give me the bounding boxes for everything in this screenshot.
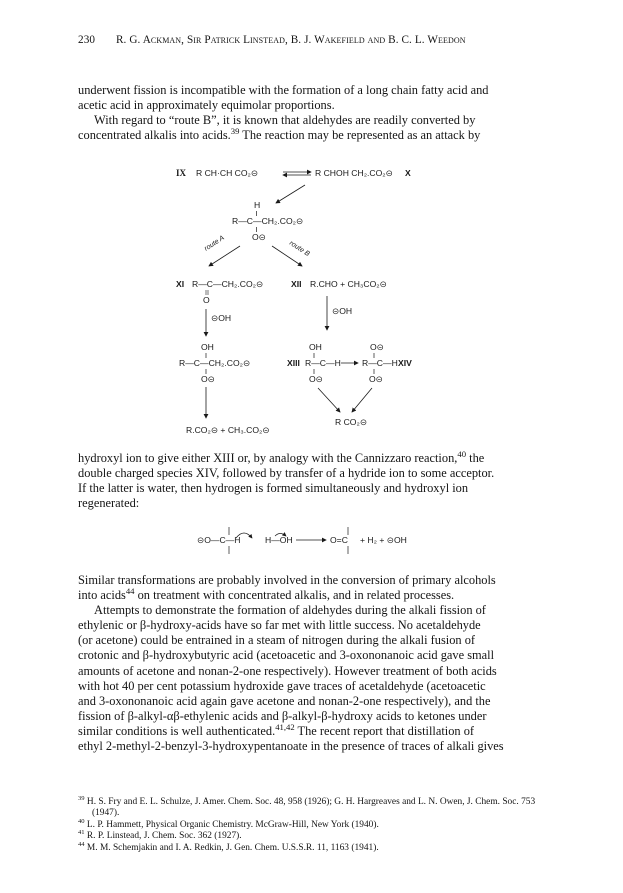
page-number: 230 xyxy=(78,34,96,46)
body-text-bottom xyxy=(78,573,546,754)
eq-alkoxide: ⊝O—C—H xyxy=(197,535,241,545)
para3-line3: If the latter is water, then hydrogen is formed simultaneously and hydroxyl ion xyxy=(78,481,469,496)
center-oxide: O⊝ xyxy=(252,232,266,242)
para5-line2: ethylenic or β-hydroxy-acids have so far met with little success. No acetaldehyde xyxy=(78,618,481,633)
ref-44: 44 xyxy=(125,585,135,596)
eq-products: + H₂ + ⊝OH xyxy=(360,535,407,545)
footnote-39: $^{39}$ H. S. Fry and E. L. Schulze, J. Amer. Chem. Soc. 48, 958 (1926); G. H. Hargreaves and L. N. Owen, J. Chem. Soc. 753 (1947). xyxy=(78,794,536,819)
para5-line1: Attempts to demonstrate the formation of aldehydes during the alkali fission of xyxy=(94,603,486,618)
footnote-40: $^{40}$ L. P. Hammett, Physical Organic Chemistry. McGraw-Hill, New York (1940). xyxy=(78,817,379,830)
compound-xiii-label: XIII xyxy=(287,358,300,368)
ref-40: 40 xyxy=(457,448,467,459)
compound-ix: R CH·CH CO₂⊝ xyxy=(196,168,259,178)
para4-line2: into acids$^{44}$ on treatment with concentrated alkalis, and in related processes. xyxy=(78,585,455,603)
para3-line4: regenerated: xyxy=(78,496,140,511)
oh-reagent-right: ⊝OH xyxy=(332,306,353,316)
compound-xi: R—C—CH₂.CO₂⊝ xyxy=(192,279,264,289)
para5-line10: ethyl 2-methyl-2-benzyl-3-hydroxypentanoate in the presence of traces of alkali gives xyxy=(78,739,504,754)
compound-x-label: X xyxy=(405,168,411,178)
xiv-top-oxide: O⊝ xyxy=(370,342,384,352)
author-list: R. G. Ackman, Sir Patrick Linstead, B. J. Wakefield and B. C. L. Weedon xyxy=(116,34,466,46)
para5-line4: crotonic and β-hydroxybutyric acid (acetoacetic and 3-oxononanoic acid gave small xyxy=(78,648,495,663)
oh-reagent-left: ⊝OH xyxy=(211,313,232,323)
route-a-label: route A xyxy=(203,234,226,253)
footnote-41: $^{41}$ R. P. Linstead, J. Chem. Soc. 362 (1927). xyxy=(78,829,242,842)
ref-41-42: 41,42 xyxy=(275,721,295,732)
para1-line1: underwent fission is incompatible with the formation of a long chain fatty acid and xyxy=(78,83,489,97)
para4-line1: Similar transformations are probably involved in the conversion of primary alcohols xyxy=(78,573,496,587)
para3-line1: hydroxyl ion to give either XIII or, by analogy with the Cannizzaro reaction,$^{40}$ the xyxy=(78,448,485,465)
xiii-oxide: O⊝ xyxy=(309,374,323,384)
para5-line6: with hot 40 per cent potassium hydroxide gave traces of acetaldehyde (acetoacetic xyxy=(78,678,486,693)
product-left: R.CO₂⊝ + CH₃.CO₂⊝ xyxy=(186,425,270,435)
para3-line2: double charged species XIV, followed by transfer of a hydride ion to some acceptor. xyxy=(78,466,495,481)
ref-39: 39 xyxy=(230,126,240,137)
compound-x: R CHOH CH₂.CO₂⊝ xyxy=(315,168,393,178)
compound-xiv-label: XIV xyxy=(398,358,412,368)
adduct-oxide: O⊝ xyxy=(201,374,215,384)
para5-line9: similar conditions is well authenticated.$^{41,42}$ The recent report that distillation of xyxy=(78,721,475,738)
para5-line5: amounts of acetone and nonan-2-one respectively). However treatment of both acids xyxy=(78,663,497,678)
compound-xi-label: XI xyxy=(176,279,185,289)
eq-carbonyl: O=C xyxy=(330,535,348,545)
compound-ix-label: IX xyxy=(176,168,187,178)
para2-line1: With regard to “route B”, it is known that aldehydes are readily converted by xyxy=(94,113,476,128)
footnote-44: $^{44}$ M. M. Schemjakin and I. A. Redkin, J. Gen. Chem. U.S.S.R. 11, 1163 (1941). xyxy=(78,840,379,853)
xi-carbonyl-o: O xyxy=(203,295,210,305)
route-b-label: route B xyxy=(287,239,311,258)
compound-xii-label: XII xyxy=(291,279,302,289)
compound-xiv: R—C—H xyxy=(362,358,398,368)
eq-water: H—OH xyxy=(265,535,293,545)
para5-line7: and 3-oxononanoic acid again gave acetone and nonan-2-one respectively), and the xyxy=(78,693,491,708)
adduct-oh: OH xyxy=(201,342,214,352)
adduct-formula: R—C—CH₂.CO₂⊝ xyxy=(179,358,251,368)
para1-line2: acetic acid in approximately equimolar proportions. xyxy=(78,98,335,113)
center-anion: R—C—CH₂.CO₂⊝ xyxy=(232,216,304,226)
xiii-oh: OH xyxy=(309,342,322,352)
compound-xiii: R—C—H xyxy=(305,358,341,368)
para2-line2: concentrated alkalis into acids.$^{39}$ The reaction may be represented as an attack by xyxy=(78,126,481,143)
footnotes xyxy=(78,794,546,854)
product-right: R CO₂⊝ xyxy=(335,417,368,427)
para5-line8: fission of β-alkyl-αβ-ethylenic acids and β-alkyl-β-hydroxy acids to ketones under xyxy=(78,708,487,723)
xiv-oxide: O⊝ xyxy=(369,374,383,384)
center-h: H xyxy=(254,200,261,210)
compound-xii: R.CHO + CH₃CO₂⊝ xyxy=(310,279,387,289)
para5-line3: (or acetone) could be entrained in a steam of nitrogen during the alkali fusion of xyxy=(78,633,476,648)
